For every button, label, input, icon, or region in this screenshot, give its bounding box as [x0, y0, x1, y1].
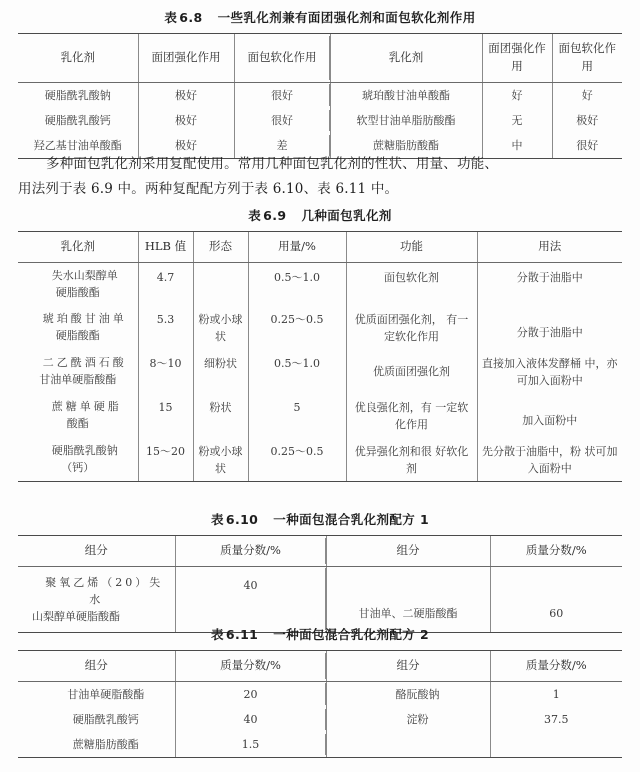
- cell-use-r0-line1: 分散于油脂中: [516, 270, 583, 284]
- cell-name-r1-line1: 琥珀酸甘油单: [42, 311, 127, 325]
- table-6-8-col-header-3: 乳化剂: [330, 34, 482, 83]
- table-6-11-title-text: 一种面包混合乳化剂配方 2: [273, 627, 430, 642]
- cell-dose-r3: 5: [248, 393, 346, 437]
- cell-t610-r0c0-line1: 聚氧乙烯（20）失水: [45, 575, 164, 606]
- table-6-8: [18, 33, 622, 159]
- cell-func-r3-line2: 一定软化作用: [395, 401, 469, 432]
- cell-dose-r0: 0.5～1.0: [248, 262, 346, 305]
- table-row: [18, 82, 622, 108]
- cell-use-r3: [477, 393, 622, 437]
- cell-use-r2: [477, 349, 622, 393]
- table-6-9-col-header-0: 乳化剂: [18, 232, 138, 263]
- table-6-10-header-row: [18, 536, 622, 567]
- cell-form-r0: [193, 262, 248, 305]
- table-6-10-title: [0, 510, 640, 528]
- table-6-11-title: [0, 625, 640, 643]
- table-6-9-header-row: [18, 232, 622, 263]
- cell-t611-r0c2: 酪朊酸钠: [326, 681, 490, 707]
- table-6-11-col-header-3: 质量分数/%: [490, 651, 622, 682]
- cell-t611-r0c0: 甘油单硬脂酸酯: [67, 687, 145, 701]
- cell-form-r4: 粉或小球状: [193, 437, 248, 482]
- table-6-9-col-header-4: 功能: [346, 232, 477, 263]
- table-6-9-title: [0, 206, 640, 224]
- table-6-9-title-text: 几种面包乳化剂: [301, 208, 392, 223]
- cell-r1c5: 极好: [552, 108, 622, 133]
- cell-func-r4: [346, 437, 477, 482]
- cell-name-r3: [18, 393, 138, 437]
- table-row: [18, 262, 622, 305]
- table-row: [18, 707, 622, 732]
- table-row: [18, 108, 622, 133]
- table-6-11-title-label: 表: [210, 627, 224, 642]
- cell-func-r0: [346, 262, 477, 305]
- cell-r1c2: 很好: [234, 108, 330, 133]
- cell-use-r1: [477, 305, 622, 349]
- cell-form-r1: 粉或小球状: [193, 305, 248, 349]
- cell-r1c1: 极好: [138, 108, 234, 133]
- table-6-8-title-number: 6.8: [179, 10, 203, 25]
- cell-t610-r0c3: 60: [490, 566, 622, 632]
- table-6-8-col-header-2: 面包软化作用: [234, 34, 330, 83]
- table-6-8-title-label: 表: [164, 10, 178, 25]
- cell-t610-r0c0-line2: 山梨醇单硬脂酸酯: [32, 609, 120, 623]
- cell-t611-r2c1: 1.5: [175, 732, 326, 758]
- cell-func-r2-line1: 优质面团强化剂: [373, 364, 450, 378]
- table-row: [18, 681, 622, 707]
- cell-func-r1: [346, 305, 477, 349]
- cell-form-r2: 细粉状: [193, 349, 248, 393]
- cell-r0c0: 硬脂酰乳酸钠: [44, 88, 111, 102]
- cell-t611-r1c1: 40: [175, 707, 326, 732]
- body-paragraph: [0, 152, 640, 202]
- cell-t610-r0c2: 甘油单、二硬脂酸酯: [326, 566, 490, 632]
- cell-use-r4-line2: 状可加入面粉中: [527, 445, 618, 476]
- cell-use-r4: [477, 437, 622, 482]
- table-6-10-section: [0, 510, 640, 633]
- table-6-9-title-label: 表: [248, 208, 262, 223]
- cell-func-r2: [346, 349, 477, 393]
- cell-func-r0-line1: 面包软化剂: [384, 270, 439, 284]
- cell-hlb-r4: 15～20: [138, 437, 193, 482]
- cell-r2c0: 羟乙基甘油单酸酯: [18, 133, 138, 159]
- cell-name-r0-line1: 失水山梨醇单: [51, 268, 118, 282]
- cell-use-r1-line1: 分散于油脂中: [516, 325, 583, 339]
- cell-t610-r0c0: [18, 566, 175, 632]
- table-6-10-col-header-2: 组分: [326, 536, 490, 567]
- table-6-8-col-header-0: 乳化剂: [18, 34, 138, 83]
- cell-name-r4: [18, 437, 138, 482]
- cell-r1c3: 软型甘油单脂肪酸酯: [330, 108, 482, 133]
- cell-t611-r0c3: 1: [490, 681, 622, 707]
- table-6-11-section: [0, 625, 640, 758]
- cell-name-r0-line2: 硬脂酸酯: [55, 285, 100, 299]
- table-6-8-header-row: [18, 34, 622, 83]
- table-6-8-col-header-1: 面团强化作用: [138, 34, 234, 83]
- paragraph-line-1: 多种面包乳化剂采用复配使用。常用几种面包乳化剂的性状、用量、功能、: [46, 156, 499, 172]
- cell-r2c4: 中: [482, 133, 552, 159]
- cell-t611-r0c1: 20: [175, 681, 326, 707]
- cell-hlb-r0: 4.7: [138, 262, 193, 305]
- cell-r2c5: 很好: [552, 133, 622, 159]
- table-6-10: [18, 535, 622, 633]
- table-6-9-section: [0, 206, 640, 482]
- cell-name-r4-line2: （钙）: [61, 461, 95, 475]
- cell-t611-r2c3: [490, 732, 622, 758]
- cell-name-r2: [18, 349, 138, 393]
- cell-name-r0: [18, 262, 138, 305]
- table-6-9-col-header-2: 形态: [193, 232, 248, 263]
- cell-hlb-r3: 15: [138, 393, 193, 437]
- table-row: [18, 393, 622, 437]
- cell-r0c1: 极好: [138, 82, 234, 108]
- table-6-11-header-row: [18, 651, 622, 682]
- cell-r0c5: 好: [552, 82, 622, 108]
- cell-func-r3: [346, 393, 477, 437]
- cell-r0c4: 好: [482, 82, 552, 108]
- cell-use-r4-line1: 先分散于油脂中，粉: [482, 445, 581, 459]
- table-6-10-col-header-0: 组分: [18, 536, 175, 567]
- table-6-10-col-header-3: 质量分数/%: [490, 536, 622, 567]
- cell-name-r2-line2: 甘油单硬脂酸酯: [39, 373, 117, 387]
- cell-name-r1: [18, 305, 138, 349]
- table-6-8-section: [0, 8, 640, 159]
- cell-r0c3: 琥珀酸甘油单酸酯: [330, 82, 482, 108]
- table-6-8-title-text: 一些乳化剂兼有面团强化剂和面包软化剂作用: [217, 10, 476, 25]
- table-6-11-col-header-1: 质量分数/%: [175, 651, 326, 682]
- cell-func-r1-line1: 优质面团强化剂，: [354, 312, 443, 326]
- table-6-11-col-header-2: 组分: [326, 651, 490, 682]
- table-6-9-col-header-5: 用法: [477, 232, 622, 263]
- cell-name-r4-line1: 硬脂酰乳酸钠: [51, 444, 118, 458]
- table-row: [18, 732, 622, 758]
- cell-hlb-r1: 5.3: [138, 305, 193, 349]
- table-6-10-col-header-1: 质量分数/%: [175, 536, 326, 567]
- cell-use-r2-line2: 中，亦可加入面粉中: [516, 357, 618, 388]
- table-6-8-title: [0, 8, 640, 26]
- cell-func-r4-line1: 优异强化剂和很: [354, 445, 432, 459]
- cell-func-r3-line1: 优良强化剂，有: [354, 401, 432, 415]
- cell-name-r1-line2: 硬脂酸酯: [55, 328, 100, 342]
- table-row: [18, 566, 622, 632]
- table-6-10-title-text: 一种面包混合乳化剂配方 1: [273, 512, 430, 527]
- table-6-9-title-number: 6.9: [263, 208, 287, 223]
- cell-t611-r1c0: 硬脂酰乳酸钙: [72, 712, 139, 726]
- table-row: [18, 437, 622, 482]
- cell-hlb-r2: 8～10: [138, 349, 193, 393]
- cell-use-r0: [477, 262, 622, 305]
- cell-r1c0: 硬脂酰乳酸钙: [44, 113, 111, 127]
- cell-dose-r1: 0.25～0.5: [248, 305, 346, 349]
- table-6-10-title-label: 表: [210, 512, 224, 527]
- cell-use-r3-line1: 加入面粉中: [522, 414, 578, 428]
- cell-t611-r2c0: 蔗糖脂肪酸酯: [18, 732, 175, 758]
- paragraph-line-2: 用法列于表 6.9 中。两种复配配方列于表 6.10、表 6.11 中。: [18, 180, 399, 197]
- table-6-9: [18, 231, 622, 482]
- table-6-9-col-header-1: HLB 值: [138, 232, 193, 263]
- cell-t611-r1c3: 37.5: [490, 707, 622, 732]
- table-6-9-col-header-3: 用量/%: [248, 232, 346, 263]
- cell-r2c2: 差: [234, 133, 330, 159]
- cell-dose-r2: 0.5～1.0: [248, 349, 346, 393]
- table-6-8-col-header-4: 面团强化作用: [482, 34, 552, 83]
- cell-t611-r1c2: 淀粉: [326, 707, 490, 732]
- table-row: [18, 305, 622, 349]
- cell-name-r3-line2: 酸酯: [66, 417, 89, 431]
- table-6-11-title-number: 6.11: [225, 627, 259, 642]
- cell-name-r2-line1: 二乙酰酒石酸: [42, 356, 127, 369]
- cell-r0c2: 很好: [234, 82, 330, 108]
- cell-t611-r2c2: [326, 732, 490, 758]
- cell-func-r4-line2: 好软化剂: [406, 445, 469, 476]
- cell-r2c3: 蔗糖脂肪酸酯: [330, 133, 482, 159]
- paragraph-text: [0, 152, 640, 202]
- table-6-11: [18, 650, 622, 758]
- cell-name-r3-line1: 蔗糖单硬脂: [51, 400, 122, 414]
- cell-use-r2-line1: 直接加入液体发酵桶: [482, 357, 581, 370]
- cell-dose-r4: 0.25～0.5: [248, 437, 346, 482]
- cell-func-r1-line2: 有一定软化作用: [384, 312, 469, 343]
- table-6-8-col-header-5: 面包软化作用: [552, 34, 622, 83]
- cell-t610-r0c1: 40: [175, 566, 326, 632]
- table-6-10-title-number: 6.10: [225, 512, 259, 527]
- cell-r2c1: 极好: [138, 133, 234, 159]
- table-row: [18, 349, 622, 393]
- cell-r1c4: 无: [482, 108, 552, 133]
- cell-form-r3: 粉状: [193, 393, 248, 437]
- table-6-11-col-header-0: 组分: [18, 651, 175, 682]
